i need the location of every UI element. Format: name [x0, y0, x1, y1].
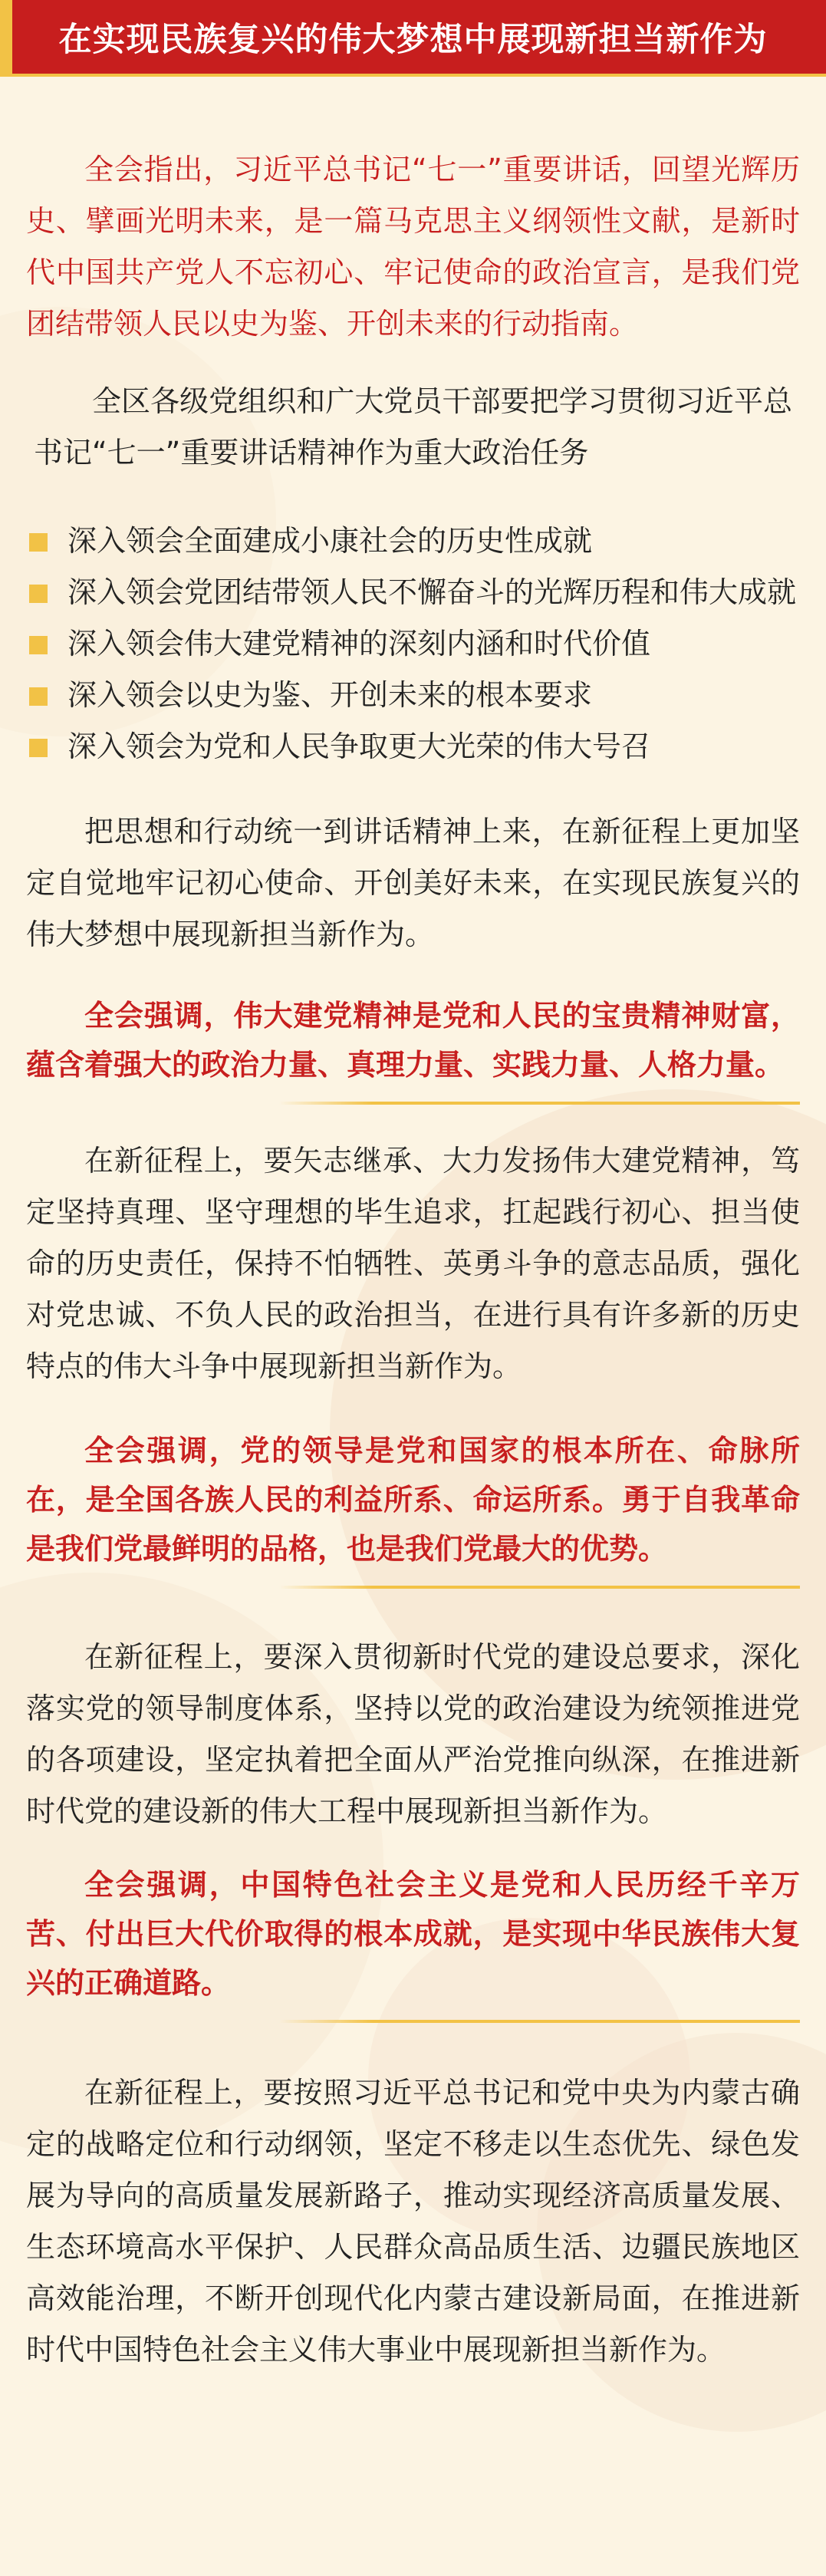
title-banner [0, 0, 826, 77]
inner-mongolia-paragraph: 在新征程上，要按照习近平总书记和党中央为内蒙古确定的战略定位和行动纲领，坚定不移走以生态优先、绿色发展为导向的高质量发展新路子，推动实现经济高质量发展、生态环境高水平保护、人民群众高品质生活、边疆民族地区高效能治理，不断开创现代化内蒙古建设新局面，在推进新时代中国特色社会主义伟大事业中展现新担当新作为。 [26, 2076, 800, 2367]
square-bullet-icon [29, 739, 48, 757]
gold-divider [279, 2020, 800, 2023]
highlight-party-spirit: 全会强调，伟大建党精神是党和人民的宝贵精神财富，蕴含着强大的政治力量、真理力量、实践力量、人格力量。 [26, 999, 800, 1082]
task-paragraph: 全区各级党组织和广大党员干部要把学习贯彻习近平总书记“七一”重要讲话精神作为重大政治任务 [34, 384, 792, 469]
square-bullet-icon [29, 687, 48, 706]
gold-divider [279, 1586, 800, 1589]
square-bullet-icon [29, 533, 48, 552]
square-bullet-icon [29, 636, 48, 654]
party-spirit-paragraph: 在新征程上，要矢志继承、大力发扬伟大建党精神，笃定坚持真理、坚守理想的毕生追求，扛起践行初心、担当使命的历史责任，保持不怕牺牲、英勇斗争的意志品质，强化对党忠诚、不负人民的政治担当，在进行具有许多新的历史特点的伟大斗争中展现新担当新作为。 [26, 1144, 800, 1383]
list-item: 深入领会为党和人民争取更大光荣的伟大号召 [26, 721, 800, 772]
party-building-paragraph: 在新征程上，要深入贯彻新时代党的建设总要求，深化落实党的领导制度体系，坚持以党的政治建设为统领推进党的各项建设，坚定执着把全面从严治党推向纵深，在推进新时代党的建设新的伟大工程中展现新担当新作为。 [26, 1640, 800, 1828]
intro-paragraph: 全会指出，习近平总书记“七一”重要讲话，回望光辉历史、擘画光明未来，是一篇马克思主义纲领性文献，是新时代中国共产党人不忘初心、牢记使命的政治宣言，是我们党团结带领人民以史为鉴、开创未来的行动指南。 [26, 153, 800, 341]
square-bullet-icon [29, 585, 48, 603]
list-item: 深入领会以史为鉴、开创未来的根本要求 [26, 670, 800, 721]
article-body [0, 144, 826, 2376]
list-item: 深入领会全面建成小康社会的历史性成就 [26, 516, 800, 567]
highlight-socialism: 全会强调，中国特色社会主义是党和人民历经千辛万苦、付出巨大代价取得的根本成就，是实现中华民族伟大复兴的正确道路。 [26, 1868, 800, 2000]
gold-divider [279, 1102, 800, 1105]
list-item: 深入领会伟大建党精神的深刻内涵和时代价值 [26, 618, 800, 670]
unify-paragraph: 把思想和行动统一到讲话精神上来，在新征程上更加坚定自觉地牢记初心使命、开创美好未来，在实现民族复兴的伟大梦想中展现新担当新作为。 [26, 815, 800, 951]
highlight-party-leadership: 全会强调，党的领导是党和国家的根本所在、命脉所在，是全国各族人民的利益所系、命运所系。勇于自我革命是我们党最鲜明的品格，也是我们党最大的优势。 [26, 1434, 800, 1566]
list-item: 深入领会党团结带领人民不懈奋斗的光辉历程和伟大成就 [26, 567, 800, 618]
page-title: 在实现民族复兴的伟大梦想中展现新担当新作为 [58, 20, 768, 59]
study-points-list [26, 516, 800, 772]
